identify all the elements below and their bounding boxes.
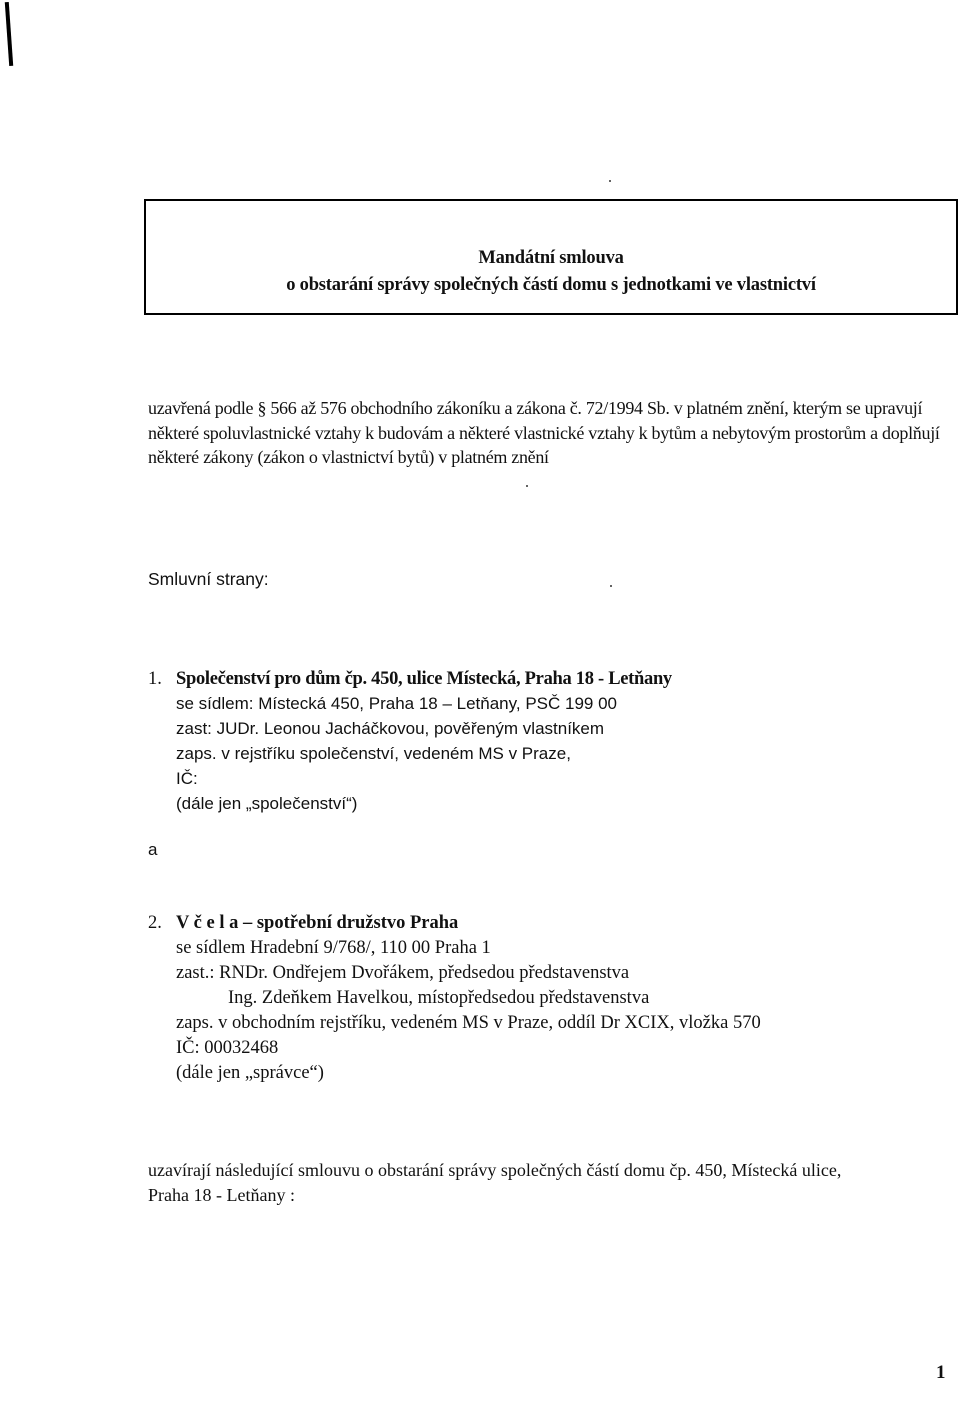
intro-paragraph: uzavřená podle § 566 až 576 obchodního zákoníku a zákona č. 72/1994 Sb. v platném znění, kterým se upravují některé spoluvlastnické vztahy k budovám a některé vlastnické vztahy k bytům a nebytovým prostorům a doplňují některé zákony (zákon o vlastnictví bytů) v platném znění [148,398,940,467]
party2-number: 2. [148,913,162,933]
party2-representative-1: zast.: RNDr. Ondřejem Dvořákem, předsedou představenstva [176,963,630,983]
party2-ic: IČ: 00032468 [176,1038,279,1058]
party1-registration: zaps. v rejstříku společenství, vedeném MS v Praze, [176,744,571,763]
closing-line-2: Praha 18 - Letňany : [148,1185,295,1205]
party1-name: Společenství pro dům čp. 450, ulice Místecká, Praha 18 - Letňany [176,669,672,689]
party1-alias: (dále jen „společenství“) [176,794,358,813]
party1-representative: zast: JUDr. Leonou Jacháčkovou, pověřeným vlastníkem [176,719,605,738]
scan-speck [526,485,528,487]
page-number: 1 [936,1362,946,1383]
party2-name: V č e l a – spotřební družstvo Praha [176,913,459,933]
document-title: Mandátní smlouva [478,248,624,268]
scan-speck [609,180,611,182]
conjunction: a [148,840,158,859]
party1-seat: se sídlem: Místecká 450, Praha 18 – Letňany, PSČ 199 00 [176,694,617,713]
party2-representative-2: Ing. Zdeňkem Havelkou, místopředsedou představenstva [228,988,650,1008]
scan-artifact-mark [5,2,13,66]
party1-number: 1. [148,669,162,689]
party1-ic: IČ: [176,769,198,788]
scan-speck [610,585,612,587]
closing-line-1: uzavírají následující smlouvu o obstarání správy společných částí domu čp. 450, Místecká ulice, [148,1160,842,1180]
party2-alias: (dále jen „správce“) [176,1063,324,1083]
title-box [144,199,958,315]
party2-registration: zaps. v obchodním rejstříku, vedeném MS v Praze, oddíl Dr XCIX, vložka 570 [176,1013,761,1033]
document-subtitle: o obstarání správy společných částí domu s jednotkami ve vlastnictví [286,275,816,295]
party2-seat: se sídlem Hradební 9/768/, 110 00 Praha 1 [176,938,491,958]
parties-heading: Smluvní strany: [148,569,269,589]
